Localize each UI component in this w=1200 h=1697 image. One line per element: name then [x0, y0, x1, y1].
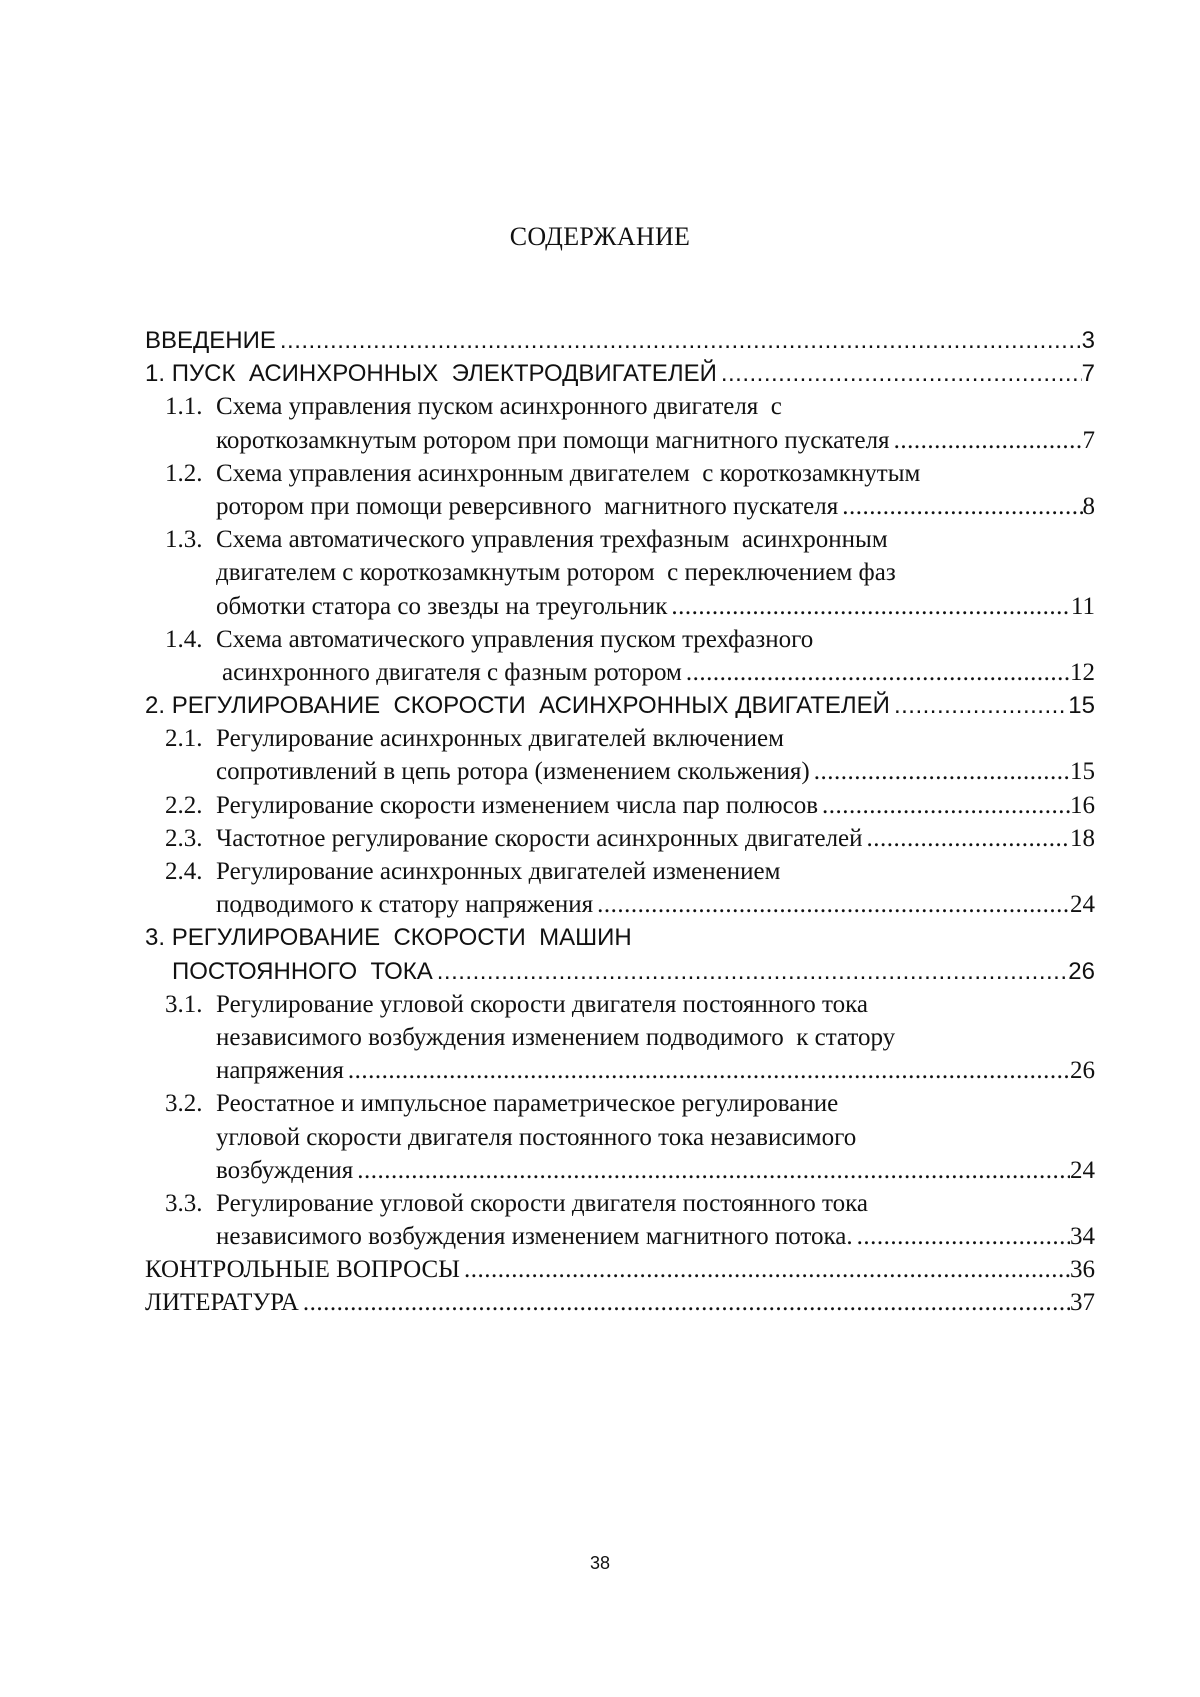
- toc-entry-title: Регулирование асинхронных двигателей включением: [216, 725, 784, 753]
- toc-entry-section-1[interactable]: [145, 357, 1095, 390]
- toc-entry-title: ротором при помощи реверсивного магнитного пускателя: [216, 492, 839, 520]
- toc-entry-number: 3.2.: [165, 1090, 203, 1118]
- toc-leader-dots: [353, 1154, 1070, 1187]
- toc-entry-number: 2.3.: [165, 824, 203, 852]
- toc-entry-title-text: РЕГУЛИРОВАНИЕ СКОРОСТИ МАШИН: [171, 924, 632, 952]
- toc-entry-number: 3.3.: [165, 1189, 203, 1217]
- toc-entry-2-3[interactable]: [145, 822, 1095, 855]
- toc-page-number: 26: [1070, 1057, 1095, 1085]
- toc-entry-section-3-line1[interactable]: [145, 921, 1095, 954]
- toc-leader-dots: [890, 424, 1083, 457]
- toc-entry-number: 1.3.: [165, 526, 203, 554]
- toc-page-number: 15: [1068, 692, 1095, 720]
- toc-entry-title: подводимого к статору напряжения: [216, 891, 594, 919]
- toc-entry-3-2-line1[interactable]: [145, 1087, 1095, 1120]
- toc-entry-literature[interactable]: [145, 1286, 1095, 1319]
- toc-entry-section-3-line2[interactable]: [145, 955, 1095, 988]
- toc-entry-3-3-line2[interactable]: [145, 1220, 1095, 1253]
- toc-leader-dots: [890, 689, 1068, 722]
- toc-entry-1-3-line1[interactable]: [145, 523, 1095, 556]
- toc-entry-title: ПОСТОЯННОГО ТОКА: [172, 957, 433, 985]
- toc-entry-intro[interactable]: [145, 324, 1095, 357]
- page-title: СОДЕРЖАНИЕ: [509, 222, 691, 251]
- toc-entry-title: напряжения: [216, 1057, 344, 1085]
- toc-entry-3-2-line3[interactable]: [145, 1154, 1095, 1187]
- toc-entry-questions[interactable]: [145, 1253, 1095, 1286]
- toc-entry-number: 1.1.: [165, 393, 203, 421]
- toc-leader-dots: [344, 1054, 1070, 1087]
- toc-entry-title: [165, 921, 632, 954]
- toc-entry-title-text: ПУСК АСИНХРОННЫХ ЭЛЕКТРОДВИГАТЕЛЕЙ: [171, 360, 717, 388]
- toc-leader-dots: [853, 1220, 1070, 1253]
- toc-entry-title: Регулирование угловой скорости двигателя постоянного тока: [216, 990, 868, 1018]
- toc-leader-dots: [433, 955, 1069, 988]
- toc-entry-2-2[interactable]: [145, 789, 1095, 822]
- toc-entry-2-1-line2[interactable]: [145, 755, 1095, 788]
- toc-page-number: 26: [1068, 957, 1095, 985]
- toc-entry-title: [165, 357, 717, 390]
- toc-entry-1-2-line1[interactable]: [145, 457, 1095, 490]
- toc-entry-title: ЛИТЕРАТУРА: [145, 1289, 299, 1317]
- toc-entry-title: Схема управления пуском асинхронного двигателя с: [216, 393, 782, 421]
- toc-entry-3-1-line2[interactable]: [145, 1021, 1095, 1054]
- toc-entry-3-1-line1[interactable]: [145, 988, 1095, 1021]
- toc-entry-number: 3.: [145, 924, 166, 952]
- toc-entry-number: 2.1.: [165, 725, 203, 753]
- toc-entry-title: угловой скорости двигателя постоянного тока независимого: [216, 1123, 857, 1151]
- toc-entry-title: сопротивлений в цепь ротора (изменением скольжения): [216, 758, 810, 786]
- toc-entry-1-1-line2[interactable]: [145, 424, 1095, 457]
- toc-entry-2-4-line1[interactable]: [145, 855, 1095, 888]
- toc-entry-title: короткозамкнутым ротором при помощи магнитного пускателя: [216, 426, 890, 454]
- toc-page-number: 18: [1070, 824, 1095, 852]
- toc-leader-dots: [717, 357, 1082, 390]
- toc-entry-title: Схема автоматического управления пуском трехфазного: [216, 625, 814, 653]
- toc-entry-section-2[interactable]: [145, 689, 1095, 722]
- toc-entry-number: 3.1.: [165, 990, 203, 1018]
- toc-page-number: 3: [1081, 327, 1095, 354]
- toc-page-number: 7: [1081, 360, 1095, 388]
- toc-leader-dots: [667, 590, 1071, 623]
- table-of-contents: [145, 324, 1095, 1320]
- toc-entry-3-2-line2[interactable]: [145, 1121, 1095, 1154]
- toc-leader-dots: [593, 888, 1070, 921]
- toc-entry-number: 2.2.: [165, 791, 203, 819]
- toc-leader-dots: [863, 822, 1070, 855]
- toc-leader-dots: [299, 1286, 1070, 1319]
- toc-leader-dots: [810, 755, 1070, 788]
- toc-entry-title: Регулирование асинхронных двигателей изменением: [216, 858, 781, 885]
- toc-entry-1-4-line2[interactable]: [145, 656, 1095, 689]
- toc-page-number: 37: [1070, 1289, 1095, 1317]
- toc-entry-2-1-line1[interactable]: [145, 722, 1095, 755]
- toc-page-number: 8: [1082, 492, 1095, 520]
- toc-leader-dots: [818, 789, 1070, 822]
- toc-entry-1-1-line1[interactable]: [145, 390, 1095, 423]
- toc-entry-1-4-line1[interactable]: [145, 623, 1095, 656]
- toc-entry-title-text: РЕГУЛИРОВАНИЕ СКОРОСТИ АСИНХРОННЫХ ДВИГАТЕЛЕЙ: [171, 692, 890, 720]
- toc-entry-2-4-line2[interactable]: [145, 888, 1095, 921]
- page-number: 38: [589, 1553, 611, 1573]
- toc-entry-title: двигателем с короткозамкнутым ротором с переключением фаз: [216, 559, 896, 587]
- toc-page-number: 34: [1070, 1223, 1095, 1251]
- toc-entry-3-3-line1[interactable]: [145, 1187, 1095, 1220]
- toc-entry-title: [165, 689, 890, 722]
- toc-entry-number: 2.4.: [165, 858, 203, 885]
- toc-leader-dots: [682, 656, 1070, 689]
- toc-entry-1-2-line2[interactable]: [145, 490, 1095, 523]
- toc-leader-dots: [460, 1253, 1070, 1286]
- toc-entry-1-3-line3[interactable]: [145, 590, 1095, 623]
- toc-entry-title: обмотки статора со звезды на треугольник: [216, 592, 668, 620]
- toc-entry-number: 1.: [145, 360, 166, 388]
- toc-entry-title: Схема автоматического управления трехфазным асинхронным: [216, 526, 888, 554]
- toc-entry-number: 1.2.: [165, 459, 203, 487]
- toc-entry-title: независимого возбуждения изменением магнитного потока.: [216, 1223, 853, 1251]
- toc-page-number: 36: [1070, 1256, 1095, 1284]
- toc-entry-title: Схема управления асинхронным двигателем с короткозамкнутым: [216, 459, 921, 487]
- toc-entry-title: независимого возбуждения изменением подводимого к статору: [216, 1023, 896, 1051]
- toc-entry-title: Регулирование скорости изменением числа пар полюсов: [216, 791, 819, 819]
- toc-page-number: 24: [1070, 891, 1095, 919]
- toc-entry-title: Регулирование угловой скорости двигателя постоянного тока: [216, 1189, 868, 1217]
- toc-entry-number: 1.4.: [165, 625, 203, 653]
- toc-entry-1-3-line2[interactable]: [145, 556, 1095, 589]
- toc-entry-title: асинхронного двигателя с фазным ротором: [222, 658, 682, 686]
- toc-entry-3-1-line3[interactable]: [145, 1054, 1095, 1087]
- toc-leader-dots: [838, 490, 1082, 523]
- toc-entry-title: КОНТРОЛЬНЫЕ ВОПРОСЫ: [145, 1256, 460, 1284]
- toc-entry-title: возбуждения: [216, 1156, 354, 1184]
- toc-leader-dots: [276, 324, 1082, 357]
- toc-page-number: 24: [1070, 1156, 1095, 1184]
- toc-entry-title: Реостатное и импульсное параметрическое регулирование: [216, 1090, 839, 1118]
- toc-page-number: 16: [1070, 791, 1095, 819]
- toc-entry-title: ВВЕДЕНИЕ: [145, 327, 276, 354]
- toc-page-number: 7: [1082, 426, 1095, 454]
- toc-page-number: 15: [1070, 758, 1095, 786]
- toc-entry-number: 2.: [145, 692, 166, 720]
- toc-entry-title: Частотное регулирование скорости асинхронных двигателей: [216, 824, 863, 852]
- toc-page-number: 11: [1070, 592, 1095, 620]
- toc-page-number: 12: [1070, 658, 1095, 686]
